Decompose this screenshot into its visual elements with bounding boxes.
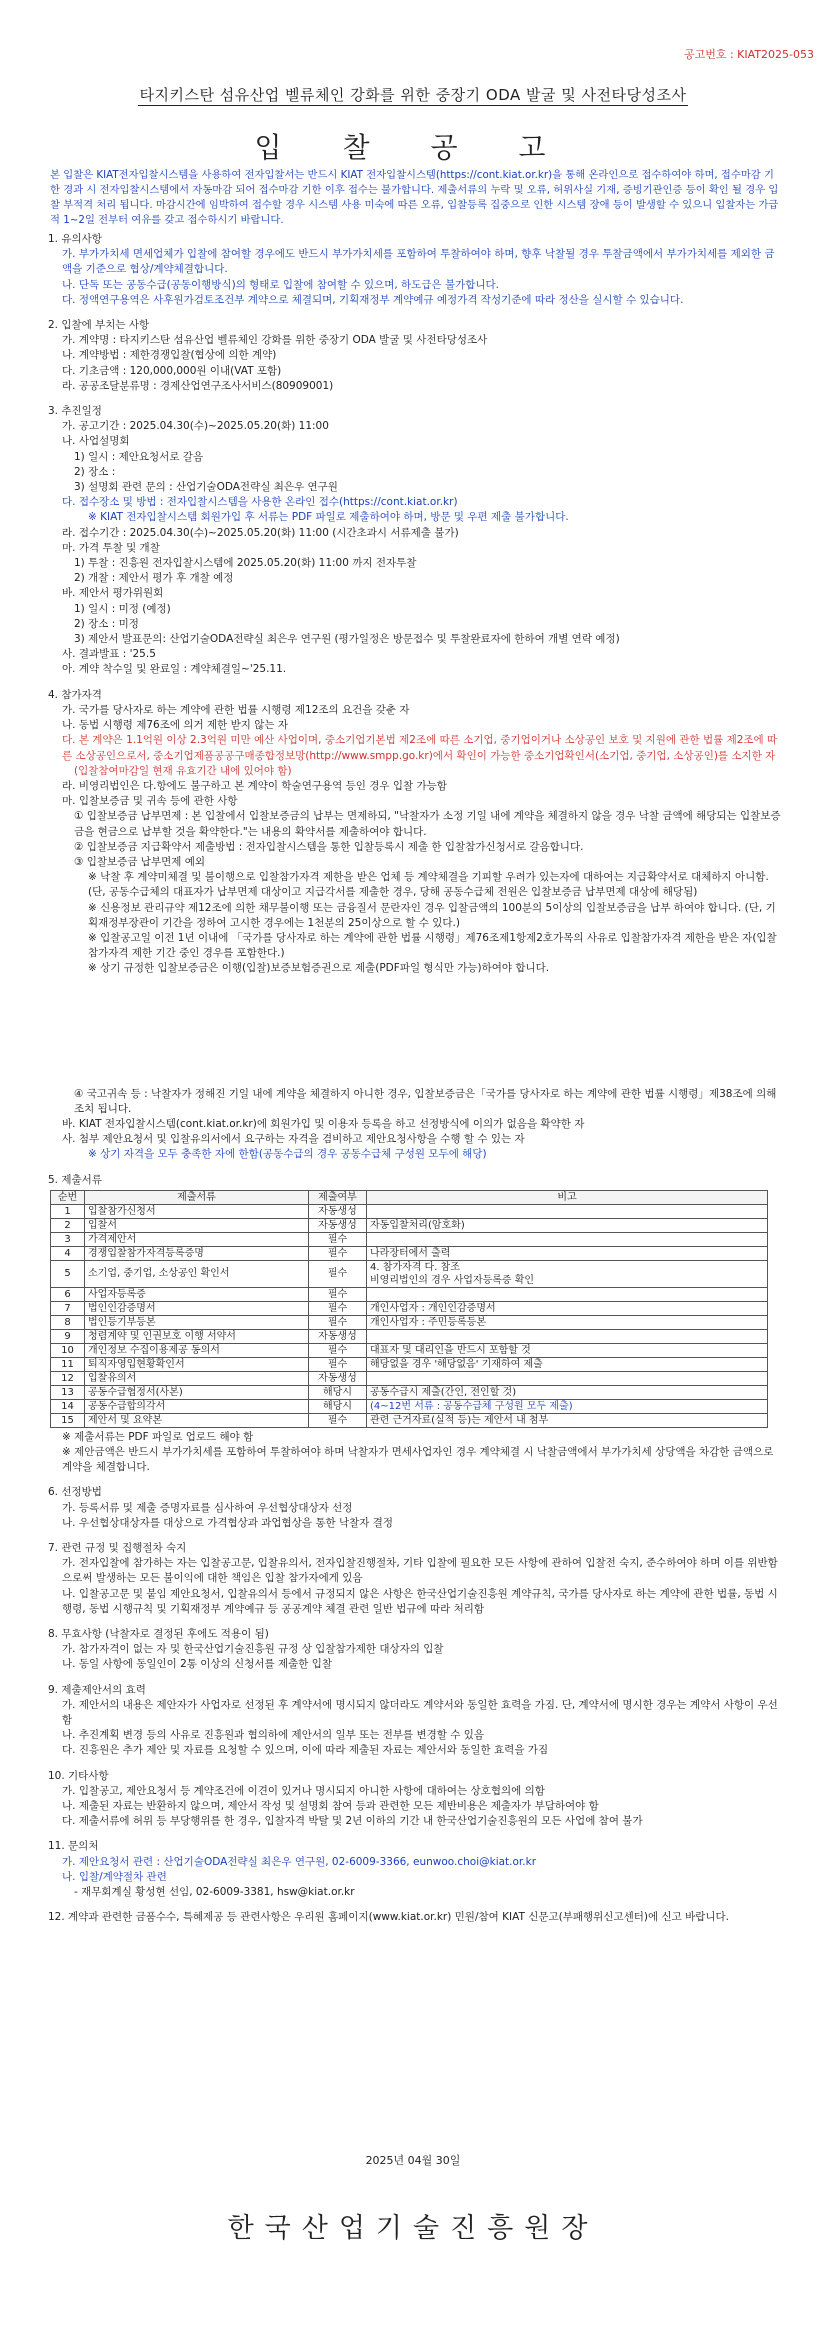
table-header-row [51,1190,768,1204]
table-row [51,1204,768,1218]
section-schedule: 3. 추진일정 가. 공고기간 : 2025.04.30(수)~2025.05.20(화) 11:00 나. 사업설명회 1) 일시 : 제안요청서로 갈음 2) 장소 : 3) 설명회 관련 문의 : 산업기술ODA전략실 최은우 연구원 다. 접수장소 및 방법 : 전자입찰시스템을 사용한 온라인 접수(https://cont.kiat.or.kr) ※ KIAT 전자입찰시스템 회원가입 후 서류는 PDF 파일로 제출하여야 하며, 방문 및 우편 제출 불가합니다. 라. 접수기간 : 2025.04.30(수)~2025.05.20(화) 11:00 (시간초과시 서류제출 불가) 마. 가격 투찰 및 개찰 1) 투찰 : 진흥원 전자입찰시스템에 2025.05.20(화) 11:00 까지 전자투찰 2) 개찰 : 제안서 평가 후 개찰 예정 바. 제안서 평가위원회 1) 일시 : 미정 (예정) 2) 장소 : 미정 3) 제안서 발표문의: 산업기술ODA전략실 최은우 연구원 (평가일정은 방문접수 및 투찰완료자에 한하여 개별 연락 예정) 사. 결과발표 : '25.5 아. 계약 착수일 및 완료일 : 계약체결일~'25.11. [48,405,620,676]
table-cell: 4 [51,1246,85,1260]
section-contact: 11. 문의처 가. 제안요청서 관련 : 산업기술ODA전략실 최은우 연구원, 02-6009-3366, eunwoo.choi@kiat.or.kr 나. 입찰/계약절차 관련 - 재무회계실 황성현 선임, 02-6009-3381, hsw@kiat.or.kr [48,1840,537,1899]
table-row [51,1357,768,1371]
table-cell: 10 [51,1343,85,1357]
documents-table [50,1190,768,1428]
table-header-cell: 비고 [367,1190,768,1204]
table-row [51,1399,768,1413]
table-cell: 13 [51,1385,85,1399]
table-cell: 필수 [309,1287,367,1301]
table-cell [367,1287,768,1301]
table-cell: 5 [51,1260,85,1287]
section-eligibility: 4. 참가자격 가. 국가를 당사자로 하는 계약에 관한 법률 시행령 제12조의 요건을 갖춘 자 나. 동법 시행령 제76조에 의거 제한 받지 않는 자 다. 본 계약은 1.1억원 이상 2.3억원 미만 예산 사업이며, 중소기업기본법 제2조에 따른 소기업, 중기업이거나 소상공인 보호 및 지원에 관한 법률 제2조에 따른 소상공인으로서, 중소기업제품공공구매종합정보망(http://www.smpp.go.kr)에서 확인이 가능한 중소기업확인서(소기업, 중기업, 소상공인)를 소지한 자 (입찰참여마감일 현재 유효기간 내에 있어야 함) 라. 비영리법인은 다.항에도 불구하고 본 계약이 학술연구용역 등인 경우 입찰 가능함 마. 입찰보증금 및 귀속 등에 관한 사항 ① 입찰보증금 납부면제 : 본 입찰에서 입찰보증금의 납부는 면제하되, "낙찰자가 소정 기일 내에 계약을 체결하지 않을 경우 낙찰 금액에 해당되는 입찰보증금을 현금으로 납부할 것을 확약한다."는 내용의 확약서를 제출하여야 합니다. ② 입찰보증금 지급확약서 제출방법 : 전자입찰시스템을 통한 입찰등록시 제출 한 입찰참가신청서로 갈음합니다. ③ 입찰보증금 납부면제 예외 ※ 낙찰 후 계약미체결 및 불이행으로 입찰참가자격 제한을 받은 업체 등 계약체결을 기피할 우려가 있는자에 대하여는 지급확약서로 대체하지 아니함. (단, 공동수급체의 대표자가 납부면제 대상이고 지급각서를 제출한 경우, 당해 공동수급체 전원은 입찰보증금 납부면제 대상에 해당됨) ※ 신용정보 관리규약 제12조에 의한 채무불이행 또는 금융질서 문란자인 경우 입찰금액의 100분의 5이상의 입찰보증금을 납부 하여야 합니다. (단, 기획재정부장관이 기간을 정하여 고시한 경우에는 1천분의 25이상으로 할 수 있다.) ※ 입찰공고일 이전 1년 이내에 「국가를 당사자로 하는 계약에 관한 법률 시행령」제76조제1항제2호가목의 사유로 입찰참가자격 제한을 받은 자(입찰참가자격 제한 기간 중인 경우를 포함한다.) ※ 상기 규정한 입찰보증금은 이행(입찰)보증보험증권으로 제출(PDF파일 형식만 가능)하여야 합니다. ④ 국고귀속 등 : 낙찰자가 정해진 기일 내에 계약을 체결하지 아니한 경우, 입찰보증금은「국가를 당사자로 하는 계약에 관한 법률 시행령」제38조에 의해 조치 됩니다. 바. KIAT 전자입찰시스템(cont.kiat.or.kr)에 회원가입 및 이용자 등록을 하고 선정방식에 이의가 없음을 확약한 자 사. 첨부 제안요청서 및 입찰유의서에서 요구하는 자격을 겸비하고 제안요청사항을 수행 할 수 있는 자 ※ 상기 자격을 모두 충족한 자에 한함(공동수급의 경우 공동수급체 구성원 모두에 해당) [48,688,781,1161]
section-documents: 5. 제출서류 순번 제출서류 제출여부 비고 1 입찰참가신청서 자동생성 2 입찰서 자동생성 자동입찰처리(암호화) 3 가격제안서 필수 4 경쟁입찰참가자격등록증명 필수 나라장터에서 출력 5 소기업, 중기업, 소상공인 확인서 필수 4. 참가자격 다. 참조 비영리법인의 경우 사업자등록증 확인 6 사업자등록증 필수 7 법인인감증명서 필수 개인사업자 : 개인인감증명서 8 법인등기부등본 필수 개인사업자 : 주민등록등본 9 청렴계약 및 인권보호 이행 서약서 자동생성 10 개인정보 수집이용제공 동의서 필수 대표자 및 대리인을 반드시 포함할 것 11 퇴직자영입현황확인서 필수 해당없을 경우 '해당없음' 기재하여 제출 12 입찰유의서 자동생성 13 공동수급협정서(사본) 해당시 공동수급시 제출(간인, 전인할 것) 14 공동수급합의각서 해당시 (4~12번 서류 : 공동수급체 구성원 모두 제출) 15 제안서 및 요약본 필수 관련 근거자료(실적 등)는 제안서 내 첨부 ※ 제출서류는 PDF 파일로 업로드 해야 함 ※ 제안금액은 반드시 부가가치세를 포함하여 투찰하여야 하며 낙찰자가 면세사업자인 경우 계약체결 시 낙찰금액에서 부가가치세 상당액을 차감한 금액으로 계약을 체결합니다. [48,1173,774,1474]
table-cell [367,1371,768,1385]
table-row [51,1287,768,1301]
table-cell: 경쟁입찰참가자격등록증명 [85,1246,309,1260]
table-cell: 해당시 [309,1385,367,1399]
table-cell: 공동수급시 제출(간인, 전인할 것) [367,1385,768,1399]
table-header-cell: 순번 [51,1190,85,1204]
table-cell: 해당시 [309,1399,367,1413]
section-regulations: 7. 관련 규정 및 집행절차 숙지 가. 전자입찰에 참가하는 자는 입찰공고문, 입찰유의서, 전자입찰진행절차, 기타 입찰에 필요한 모든 사항에 관하여 입찰전 숙지, 준수하여야 하며 이를 위반함으로써 발생하는 모든 불이익에 대한 책임은 입찰 참가자에게 있음 나. 입찰공고문 및 붙임 제안요청서, 입찰유의서 등에서 규정되지 않은 사항은 한국산업기술진흥원 계약규칙, 국가를 당사자로 하는 계약에 관한 법률, 동법 시행령, 동법 시행규칙 및 기획재정부 계약예규 등 공공계약 체결 관련 일반 법규에 따라 처리함 [48,1541,778,1615]
table-row [51,1371,768,1385]
section-report: 12. 계약과 관련한 금품수수, 특혜제공 등 관련사항은 우리원 홈페이지(www.kiat.or.kr) 민원/참여 KIAT 신문고(부패행위신고센터)에 신고 바랍니다. [48,1911,729,1924]
table-cell: 청렴계약 및 인권보호 이행 서약서 [85,1329,309,1343]
section-proposal-effect: 9. 제출제안서의 효력 가. 제안서의 내용은 제안자가 사업자로 선정된 후 계약서에 명시되지 않더라도 계약서와 동일한 효력을 가짐. 단, 계약서에 명시한 경우는 계약서 사항이 우선함 나. 추진계획 변경 등의 사유로 진흥원과 협의하에 제안서의 일부 또는 전부를 변경할 수 있음 다. 진흥원은 추가 제안 및 자료를 요청할 수 있으며, 이에 따라 제출된 자료는 제안서와 동일한 효력을 가짐 [48,1683,778,1757]
table-row [51,1343,768,1357]
table-cell: 입찰유의서 [85,1371,309,1385]
table-cell [367,1232,768,1246]
table-cell: 자동입찰처리(암호화) [367,1218,768,1232]
table-cell: 공동수급합의각서 [85,1399,309,1413]
table-row [51,1218,768,1232]
table-cell: 필수 [309,1260,367,1287]
notice-date: 2025년 04월 30일 [365,2154,461,2167]
table-cell: 3 [51,1232,85,1246]
table-cell: 나라장터에서 출력 [367,1246,768,1260]
table-cell: 11 [51,1357,85,1371]
table-cell: 2 [51,1218,85,1232]
table-cell: 15 [51,1413,85,1427]
section-bid-items: 2. 입찰에 부치는 사항 가. 계약명 : 타지키스탄 섬유산업 벨류체인 강화를 위한 중장기 ODA 발굴 및 사전타당성조사 나. 계약방법 : 제한경쟁입찰(협상에 의한 계약) 다. 기초금액 : 120,000,000원 이내(VAT 포함) 라. 공공조달분류명 : 경제산업연구조사서비스(80909001) [48,319,488,392]
table-cell: 개인사업자 : 주민등록등본 [367,1315,768,1329]
section-misc: 10. 기타사항 가. 입찰공고, 제안요청서 등 계약조건에 이견이 있거나 명시되지 아니한 사항에 대하여는 상호협의에 의함 나. 제출된 자료는 반환하지 않으며, 제안서 작성 및 설명회 참여 등과 관련한 모든 제반비용은 제출자가 부담하여야 함 다. 제출서류에 허위 등 부당행위를 한 경우, 입찰자격 박탈 및 2년 이하의 기간 내 한국산업기술진흥원의 모든 사업에 참여 불가 [48,1769,643,1828]
table-row [51,1329,768,1343]
table-cell: 자동생성 [309,1371,367,1385]
table-cell: 법인등기부등본 [85,1315,309,1329]
table-cell: 1 [51,1204,85,1218]
table-cell: 6 [51,1287,85,1301]
issuer-signature: 한국산업기술진흥원장 [227,2213,599,2244]
table-cell: 필수 [309,1343,367,1357]
table-row [51,1232,768,1246]
table-cell: 필수 [309,1357,367,1371]
table-cell: (4~12번 서류 : 공동수급체 구성원 모두 제출) [367,1399,768,1413]
table-cell: 관련 근거자료(실적 등)는 제안서 내 첨부 [367,1413,768,1427]
table-cell: 대표자 및 대리인을 반드시 포함할 것 [367,1343,768,1357]
section-selection: 6. 선정방법 가. 등록서류 및 제출 증명자료를 심사하여 우선협상대상자 선정 나. 우선협상대상자를 대상으로 가격협상과 과업협상을 통한 낙찰자 결정 [48,1486,393,1529]
table-cell: 4. 참가자격 다. 참조 비영리법인의 경우 사업자등록증 확인 [367,1260,768,1287]
table-cell: 필수 [309,1232,367,1246]
table-cell: 필수 [309,1301,367,1315]
table-cell: 개인사업자 : 개인인감증명서 [367,1301,768,1315]
notice-body [48,222,784,1925]
table-cell: 8 [51,1315,85,1329]
table-cell: 7 [51,1301,85,1315]
table-cell: 12 [51,1371,85,1385]
table-cell: 14 [51,1399,85,1413]
notice-title: 타지키스탄 섬유산업 벨류체인 강화를 위한 중장기 ODA 발굴 및 사전타당성조사 [139,86,687,104]
table-row [51,1413,768,1427]
notice-heading: 입 찰 공 고 [254,131,572,164]
section-invalidity: 8. 무효사항 (낙찰자로 결정된 후에도 적용이 됨) 가. 참가자격이 없는 자 및 한국산업기술진흥원 규정 상 입찰참가제한 대상자의 입찰 나. 동일 사항에 동일인이 2통 이상의 신청서를 제출한 입찰 [48,1628,444,1671]
table-cell: 법인인감증명서 [85,1301,309,1315]
table-row [51,1385,768,1399]
table-cell: 필수 [309,1315,367,1329]
table-cell [367,1329,768,1343]
table-row [51,1315,768,1329]
table-row [51,1301,768,1315]
intro-paragraph: 본 입찰은 KIAT전자입찰시스템을 사용하여 전자입찰서는 반드시 KIAT 전자입찰시스템(https://cont.kiat.or.kr)을 통해 온라인으로 접수하여야 하며, 접수마감 기한 경과 시 전자입찰시스템에서 자동마감 되어 접수마감 기한 이후 접수는 불가합니다. 제출서류의 누락 및 오류, 허위사실 기재, 증빙기관인증 등이 확인 될 경우 입찰 부적격 처리 됩니다. 마감시간에 임박하여 접수할 경우 시스템 사용 미숙에 따른 오류, 입찰등록 집중으로 인한 시스템 장애 등이 발생할 수 있으니 입찰자는 가급적 1~2일 전부터 여유를 갖고 접수하시기 바랍니다. [50,169,779,226]
table-cell: 제안서 및 요약본 [85,1413,309,1427]
table-cell: 사업자등록증 [85,1287,309,1301]
table-cell: 필수 [309,1413,367,1427]
table-cell: 공동수급협정서(사본) [85,1385,309,1399]
section-precautions: 1. 유의사항 가. 부가가치세 면세업체가 입찰에 참여할 경우에도 반드시 부가가치세를 포함하여 투찰하여야 하며, 향후 낙찰될 경우 투찰금액에서 부가가치세를 제외한 금액을 기준으로 협상/계약체결합니다. 나. 단독 또는 공동수급(공동이행방식)의 형태로 입찰에 참여할 수 있으며, 하도급은 불가합니다. 다. 정액연구용역은 사후원가검토조건부 계약으로 체결되며, 기획재정부 계약예규 예정가격 작성기준에 따라 정산을 실시할 수 있습니다. [48,233,775,306]
announcement-number: 공고번호 : KIAT2025-053 [683,48,814,61]
table-cell: 자동생성 [309,1204,367,1218]
table-cell: 개인정보 수집이용제공 동의서 [85,1343,309,1357]
table-cell: 가격제안서 [85,1232,309,1246]
table-cell: 입찰참가신청서 [85,1204,309,1218]
table-cell: 입찰서 [85,1218,309,1232]
table-row [51,1246,768,1260]
table-header-cell: 제출서류 [85,1190,309,1204]
table-cell: 해당없을 경우 '해당없음' 기재하여 제출 [367,1357,768,1371]
table-cell: 9 [51,1329,85,1343]
table-cell [367,1204,768,1218]
table-row [51,1260,768,1287]
table-cell: 필수 [309,1246,367,1260]
table-cell: 자동생성 [309,1329,367,1343]
table-cell: 자동생성 [309,1218,367,1232]
table-header-cell: 제출여부 [309,1190,367,1204]
table-cell: 소기업, 중기업, 소상공인 확인서 [85,1260,309,1287]
table-cell: 퇴직자영입현황확인서 [85,1357,309,1371]
